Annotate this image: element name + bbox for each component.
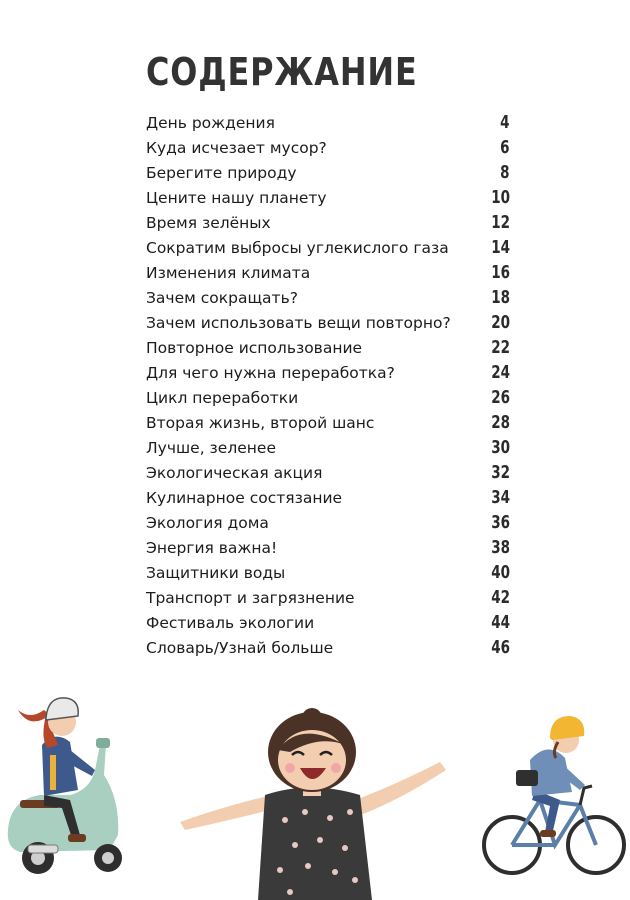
- toc-entry: [146, 335, 510, 360]
- toc-entry: [146, 585, 510, 610]
- toc-entry: [146, 560, 510, 585]
- toc-entry: [146, 285, 510, 310]
- toc-entry: [146, 610, 510, 635]
- boy-on-bicycle-illustration: [484, 716, 624, 873]
- toc-entry-title: Берегите природу: [146, 163, 297, 182]
- toc-entry-title: Цикл переработки: [146, 388, 299, 407]
- toc-entry: [146, 435, 510, 460]
- toc-entry-title: Экология дома: [146, 513, 269, 532]
- toc-entry-page-number: 36: [491, 512, 510, 533]
- toc-entry-title: Словарь/Узнай больше: [146, 638, 334, 657]
- toc-entry: [146, 385, 510, 410]
- toc-entry-title: Энергия важна!: [146, 538, 278, 557]
- toc-entry-page-number: 8: [500, 162, 510, 183]
- toc-entry-title: Фестиваль экологии: [146, 613, 315, 632]
- toc-entry-page-number: 10: [491, 187, 510, 208]
- toc-entry: [146, 110, 510, 135]
- toc-entry-page-number: 18: [491, 287, 510, 308]
- toc-entry-page-number: 12: [491, 212, 510, 233]
- toc-entry-page-number: 14: [491, 237, 510, 258]
- toc-entry: [146, 185, 510, 210]
- toc-entry: [146, 460, 510, 485]
- toc-entry-title: Зачем сокращать?: [146, 288, 298, 307]
- toc-entry-page-number: 46: [491, 637, 510, 658]
- toc-entry-title: День рождения: [146, 113, 275, 132]
- toc-entry-page-number: 16: [491, 262, 510, 283]
- toc-entry-page-number: 26: [491, 387, 510, 408]
- page-title: СОДЕРЖАНИЕ: [146, 50, 418, 94]
- toc-entry-page-number: 30: [491, 437, 510, 458]
- toc-entry: [146, 310, 510, 335]
- toc-entry: [146, 485, 510, 510]
- toc-entry-title: Сократим выбросы углекислого газа: [146, 238, 449, 257]
- toc-entry-title: Защитники воды: [146, 563, 286, 582]
- girl-on-scooter-illustration: [8, 698, 122, 874]
- toc-entry-page-number: 32: [491, 462, 510, 483]
- toc-entry: [146, 210, 510, 235]
- toc-entry-title: Цените нашу планету: [146, 188, 327, 207]
- toc-entry: [146, 535, 510, 560]
- illustrations: [0, 660, 630, 900]
- toc-entry-title: Куда исчезает мусор?: [146, 138, 327, 157]
- toc-entry: [146, 360, 510, 385]
- toc-entry: [146, 635, 510, 660]
- toc-entry-title: Время зелёных: [146, 213, 271, 232]
- toc-entry: [146, 160, 510, 185]
- toc-entry-title: Лучше, зеленее: [146, 438, 276, 457]
- toc-entry-page-number: 6: [500, 137, 510, 158]
- toc-entry-title: Экологическая акция: [146, 463, 323, 482]
- toc-entry-title: Вторая жизнь, второй шанс: [146, 413, 375, 432]
- toc-entry-page-number: 20: [491, 312, 510, 333]
- toc-entry-title: Кулинарное состязание: [146, 488, 343, 507]
- toc-entry-page-number: 22: [491, 337, 510, 358]
- toc-entry-title: Транспорт и загрязнение: [146, 588, 355, 607]
- smiling-girl-illustration: [180, 708, 446, 900]
- toc-entry-page-number: 24: [491, 362, 510, 383]
- toc-entry-page-number: 28: [491, 412, 510, 433]
- toc-entry-page-number: 4: [500, 112, 510, 133]
- toc-entry-title: Зачем использовать вещи повторно?: [146, 313, 451, 332]
- toc-entry-title: Изменения климата: [146, 263, 311, 282]
- toc-entry-page-number: 34: [491, 487, 510, 508]
- toc-entry: [146, 260, 510, 285]
- toc-entry-page-number: 44: [491, 612, 510, 633]
- toc-entry-page-number: 40: [491, 562, 510, 583]
- toc-entry: [146, 510, 510, 535]
- toc-entry-page-number: 38: [491, 537, 510, 558]
- toc-entry: [146, 410, 510, 435]
- toc-entry: [146, 235, 510, 260]
- toc-entry-page-number: 42: [491, 587, 510, 608]
- toc-entry: [146, 135, 510, 160]
- toc-entry-title: Повторное использование: [146, 338, 363, 357]
- table-of-contents: [146, 110, 510, 660]
- toc-entry-title: Для чего нужна переработка?: [146, 363, 395, 382]
